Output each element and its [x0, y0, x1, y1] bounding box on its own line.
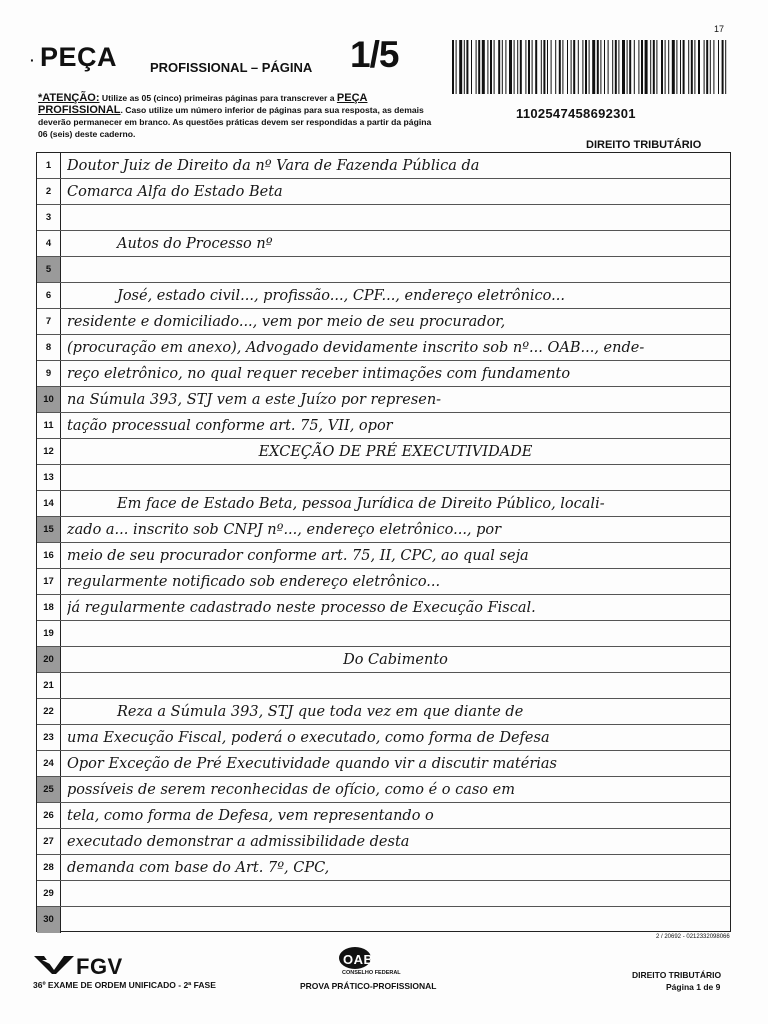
handwritten-text — [67, 673, 724, 698]
line-number: 25 — [37, 777, 61, 802]
line-number: 13 — [37, 465, 61, 490]
fgv-logo-text: FGV — [76, 954, 123, 979]
line-number: 1 — [37, 153, 61, 178]
answer-line — [37, 179, 730, 205]
oab-logo-text: OAB — [343, 952, 374, 967]
line-number: 19 — [37, 621, 61, 646]
line-number: 18 — [37, 595, 61, 620]
line-number: 11 — [37, 413, 61, 438]
line-number: 6 — [37, 283, 61, 308]
answer-line — [37, 361, 730, 387]
bullet-mark: · — [30, 52, 35, 68]
answer-line — [37, 439, 730, 465]
conselho-label: CONSELHO FEDERAL — [342, 970, 401, 976]
line-number: 24 — [37, 751, 61, 776]
handwritten-text: Reza a Súmula 393, STJ que toda vez em que diante de — [117, 704, 524, 720]
line-number: 10 — [37, 387, 61, 412]
handwritten-text: (procuração em anexo), Advogado devidamente inscrito sob nº... OAB..., ende- — [67, 340, 645, 356]
piece-heading: PEÇA — [40, 42, 118, 72]
handwritten-text: Em face de Estado Beta, pessoa Jurídica de Direito Público, locali- — [117, 496, 605, 512]
handwritten-text — [67, 907, 724, 933]
handwritten-text: EXCEÇÃO DE PRÉ EXECUTIVIDADE — [258, 444, 533, 460]
answer-line — [37, 205, 730, 231]
attention-label-2: PEÇA PROFISSIONAL — [38, 92, 368, 116]
subject-footer: DIREITO TRIBUTÁRIO — [632, 970, 722, 980]
line-number: 21 — [37, 673, 61, 698]
attention-label: *ATENÇÃO: — [38, 92, 100, 104]
answer-line — [37, 855, 730, 881]
answer-line — [37, 335, 730, 361]
line-number: 8 — [37, 335, 61, 360]
line-number: 14 — [37, 491, 61, 516]
answer-line — [37, 283, 730, 309]
barcode-number: 1102547458692301 — [516, 106, 636, 121]
attention-notice — [38, 92, 438, 140]
exam-type: PROVA PRÁTICO-PROFISSIONAL — [300, 981, 437, 991]
handwritten-text — [67, 205, 724, 230]
handwritten-text: zado a... inscrito sob CNPJ nº..., endereço eletrônico..., por — [67, 522, 502, 538]
handwritten-text: meio de seu procurador conforme art. 75, II, CPC, ao qual seja — [67, 548, 529, 564]
handwritten-text: uma Execução Fiscal, poderá o executado, como forma de Defesa — [67, 730, 550, 746]
line-number: 9 — [37, 361, 61, 386]
answer-line — [37, 751, 730, 777]
handwritten-text — [67, 257, 724, 282]
answer-line — [37, 777, 730, 803]
line-number: 30 — [37, 907, 61, 933]
exam-name: 36º EXAME DE ORDEM UNIFICADO - 2ª FASE — [33, 980, 216, 990]
fgv-logo-icon — [34, 954, 74, 974]
handwritten-text: Autos do Processo nº — [117, 236, 273, 252]
answer-line — [37, 803, 730, 829]
line-number: 27 — [37, 829, 61, 854]
handwritten-text — [67, 465, 724, 490]
answer-line — [37, 621, 730, 647]
answer-line — [37, 257, 730, 283]
handwritten-text: tela, como forma de Defesa, vem representando o — [67, 808, 434, 824]
handwritten-text: na Súmula 393, STJ vem a este Juízo por represen- — [67, 392, 442, 408]
handwritten-text: possíveis de serem reconhecidas de ofício, como é o caso em — [67, 782, 515, 798]
line-number: 2 — [37, 179, 61, 204]
handwritten-text: executado demonstrar a admissibilidade desta — [67, 834, 410, 850]
answer-line — [37, 881, 730, 907]
page-count: Página 1 de 9 — [666, 982, 721, 992]
line-number: 3 — [37, 205, 61, 230]
answer-line — [37, 413, 730, 439]
answer-line — [37, 829, 730, 855]
subject-header: DIREITO TRIBUTÁRIO — [586, 139, 702, 151]
footer-code: 2 / 20692 - 0212332098066 — [656, 934, 730, 940]
line-number: 26 — [37, 803, 61, 828]
line-number: 29 — [37, 881, 61, 906]
handwritten-text: já regularmente cadastrado neste processo de Execução Fiscal. — [67, 600, 536, 616]
page-number: 17 — [714, 24, 725, 34]
answer-line — [37, 387, 730, 413]
line-number: 4 — [37, 231, 61, 256]
handwritten-text: regularmente notificado sob endereço eletrônico... — [67, 574, 441, 590]
answer-line — [37, 907, 730, 933]
handwritten-text: reço eletrônico, no qual requer receber intimações com fundamento — [67, 366, 571, 382]
handwritten-text — [67, 621, 724, 646]
line-number: 15 — [37, 517, 61, 542]
answer-line — [37, 491, 730, 517]
answer-line — [37, 569, 730, 595]
answer-line — [37, 309, 730, 335]
answer-line — [37, 647, 730, 673]
line-number: 7 — [37, 309, 61, 334]
handwritten-text: Do Cabimento — [343, 652, 448, 668]
line-number: 5 — [37, 257, 61, 282]
answer-line — [37, 517, 730, 543]
professional-page-label: PROFISSIONAL – PÁGINA — [150, 60, 313, 75]
attention-text-2: . Caso utilize um número inferior de páginas para sua resposta, as demais deverão permanecer em branco. As questões práticas devem ser respondidas a partir da página 06 (seis) deste caderno. — [38, 105, 432, 139]
line-number: 22 — [37, 699, 61, 724]
barcode-icon — [452, 40, 727, 94]
handwritten-text: tação processual conforme art. 75, VII, opor — [67, 418, 393, 434]
attention-text-1: Utilize as 05 (cinco) primeiras páginas para transcrever a — [101, 93, 335, 103]
answer-line — [37, 699, 730, 725]
handwritten-text: Doutor Juiz de Direito da nº Vara de Fazenda Pública da — [67, 158, 480, 174]
answer-line — [37, 673, 730, 699]
line-number: 17 — [37, 569, 61, 594]
line-number: 23 — [37, 725, 61, 750]
answer-line — [37, 465, 730, 491]
handwritten-text — [67, 881, 724, 906]
answer-line — [37, 595, 730, 621]
answer-line — [37, 543, 730, 569]
answer-line — [37, 153, 730, 179]
handwritten-text: residente e domiciliado..., vem por meio de seu procurador, — [67, 314, 506, 330]
handwritten-text: Comarca Alfa do Estado Beta — [67, 184, 283, 200]
line-number: 20 — [37, 647, 61, 672]
answer-sheet — [36, 152, 731, 932]
handwritten-text: demanda com base do Art. 7º, CPC, — [67, 860, 330, 876]
line-number: 28 — [37, 855, 61, 880]
line-number: 16 — [37, 543, 61, 568]
handwritten-text: José, estado civil..., profissão..., CPF..., endereço eletrônico... — [117, 288, 565, 304]
page-fraction: 1/5 — [350, 34, 399, 75]
answer-line — [37, 231, 730, 257]
handwritten-text: Opor Exceção de Pré Executividade quando vir a discutir matérias — [67, 756, 557, 772]
answer-line — [37, 725, 730, 751]
line-number: 12 — [37, 439, 61, 464]
